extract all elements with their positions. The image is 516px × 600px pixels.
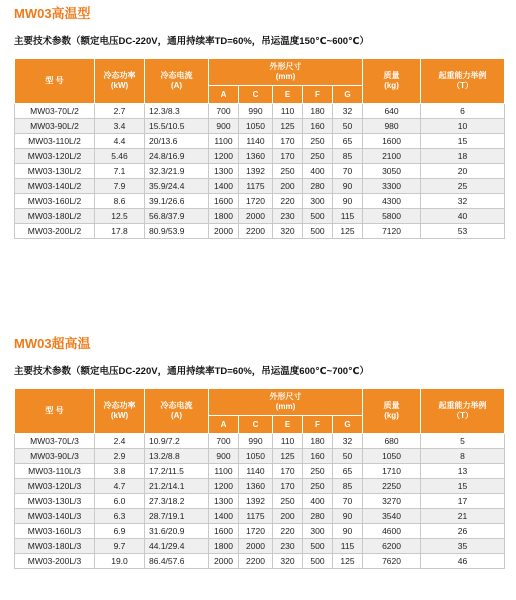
- table-cell: 70: [333, 494, 363, 509]
- table-cell: 90: [333, 509, 363, 524]
- table-cell: 20/13.6: [145, 134, 209, 149]
- col-header-model: 型 号: [15, 389, 95, 434]
- model-cell: MW03-180L/3: [15, 539, 95, 554]
- model-cell: MW03-70L/3: [15, 434, 95, 449]
- table-cell: 27.3/18.2: [145, 494, 209, 509]
- table-cell: 115: [333, 539, 363, 554]
- col-header-g: G: [333, 86, 363, 104]
- table-cell: 32.3/21.9: [145, 164, 209, 179]
- table-cell: 3270: [363, 494, 421, 509]
- table-cell: 1800: [209, 209, 239, 224]
- table-cell: 500: [303, 209, 333, 224]
- table-cell: 32: [333, 434, 363, 449]
- table-cell: 7.9: [95, 179, 145, 194]
- table-row: [15, 479, 505, 494]
- table-cell: 65: [333, 134, 363, 149]
- table-cell: 20: [421, 164, 505, 179]
- table-cell: 200: [273, 179, 303, 194]
- table-cell: 2000: [209, 224, 239, 239]
- col-header-a: A: [209, 416, 239, 434]
- table-cell: 85: [333, 479, 363, 494]
- table-cell: 13.2/8.8: [145, 449, 209, 464]
- table-cell: 3540: [363, 509, 421, 524]
- table-cell: 1392: [239, 164, 273, 179]
- model-cell: MW03-140L/2: [15, 179, 95, 194]
- col-header-lifting: 起重能力举例 （T）: [421, 389, 505, 434]
- table-cell: 17: [421, 494, 505, 509]
- col-header-dimensions: 外形尺寸 (mm): [209, 59, 363, 86]
- model-cell: MW03-70L/2: [15, 104, 95, 119]
- table-cell: 24.8/16.9: [145, 149, 209, 164]
- table-cell: 900: [209, 449, 239, 464]
- table-cell: 1360: [239, 479, 273, 494]
- table-cell: 3.4: [95, 119, 145, 134]
- table-row: [15, 179, 505, 194]
- table-row: [15, 119, 505, 134]
- table-cell: 53: [421, 224, 505, 239]
- table-cell: 680: [363, 434, 421, 449]
- table-cell: 3.8: [95, 464, 145, 479]
- table-row: [15, 464, 505, 479]
- col-header-e: E: [273, 416, 303, 434]
- table-cell: 220: [273, 194, 303, 209]
- table-cell: 2250: [363, 479, 421, 494]
- table-cell: 500: [303, 224, 333, 239]
- table-cell: 300: [303, 524, 333, 539]
- table-row: [15, 164, 505, 179]
- model-cell: MW03-120L/2: [15, 149, 95, 164]
- table-row: [15, 104, 505, 119]
- table-cell: 200: [273, 509, 303, 524]
- table-row: [15, 134, 505, 149]
- table-cell: 86.4/57.6: [145, 554, 209, 569]
- table-cell: 170: [273, 134, 303, 149]
- table-cell: 2200: [239, 554, 273, 569]
- table-cell: 6: [421, 104, 505, 119]
- table-row: [15, 539, 505, 554]
- table-cell: 25: [421, 179, 505, 194]
- table-cell: 32: [333, 104, 363, 119]
- col-header-cold-power: 冷态功率 (kW): [95, 389, 145, 434]
- col-header-e: E: [273, 86, 303, 104]
- col-header-cold-current: 冷态电流 (A): [145, 59, 209, 104]
- table-row: [15, 209, 505, 224]
- table-cell: 40: [421, 209, 505, 224]
- table-cell: 115: [333, 209, 363, 224]
- model-cell: MW03-90L/3: [15, 449, 95, 464]
- table-cell: 9.7: [95, 539, 145, 554]
- table-cell: 21.2/14.1: [145, 479, 209, 494]
- table-cell: 990: [239, 104, 273, 119]
- table-cell: 26: [421, 524, 505, 539]
- table-cell: 160: [303, 449, 333, 464]
- table-cell: 1175: [239, 509, 273, 524]
- table-cell: 990: [239, 434, 273, 449]
- table-cell: 13: [421, 464, 505, 479]
- table-cell: 21: [421, 509, 505, 524]
- spec-table: [14, 58, 505, 239]
- table-cell: 170: [273, 479, 303, 494]
- table-cell: 1400: [209, 509, 239, 524]
- table-cell: 1710: [363, 464, 421, 479]
- table-cell: 31.6/20.9: [145, 524, 209, 539]
- section-title: MW03高温型: [14, 6, 91, 21]
- model-cell: MW03-160L/3: [15, 524, 95, 539]
- col-header-lifting: 起重能力举例 （T）: [421, 59, 505, 104]
- table-cell: 1600: [209, 524, 239, 539]
- table-cell: 1050: [239, 119, 273, 134]
- table-cell: 85: [333, 149, 363, 164]
- table-cell: 2.7: [95, 104, 145, 119]
- table-cell: 1600: [209, 194, 239, 209]
- table-cell: 5.46: [95, 149, 145, 164]
- table-cell: 125: [333, 554, 363, 569]
- col-header-g: G: [333, 416, 363, 434]
- table-cell: 10: [421, 119, 505, 134]
- table-cell: 1050: [363, 449, 421, 464]
- table-cell: 15: [421, 134, 505, 149]
- table-cell: 1400: [209, 179, 239, 194]
- table-cell: 32: [421, 194, 505, 209]
- table-cell: 1300: [209, 164, 239, 179]
- table-cell: 320: [273, 554, 303, 569]
- table-cell: 1720: [239, 194, 273, 209]
- table-row: [15, 554, 505, 569]
- table-cell: 5800: [363, 209, 421, 224]
- table-cell: 1100: [209, 464, 239, 479]
- table-cell: 12.5: [95, 209, 145, 224]
- table-cell: 280: [303, 179, 333, 194]
- section-subtitle: 主要技术参数（额定电压DC-220V，通用持续率TD=60%，吊运温度600℃~700℃）: [14, 366, 370, 377]
- table-cell: 50: [333, 119, 363, 134]
- table-cell: 70: [333, 164, 363, 179]
- table-row: [15, 224, 505, 239]
- model-cell: MW03-110L/2: [15, 134, 95, 149]
- col-header-cold-current: 冷态电流 (A): [145, 389, 209, 434]
- table-cell: 8: [421, 449, 505, 464]
- table-cell: 18: [421, 149, 505, 164]
- table-cell: 56.8/37.9: [145, 209, 209, 224]
- model-cell: MW03-90L/2: [15, 119, 95, 134]
- table-cell: 170: [273, 464, 303, 479]
- table-cell: 80.9/53.9: [145, 224, 209, 239]
- table-cell: 2.9: [95, 449, 145, 464]
- col-header-f: F: [303, 416, 333, 434]
- table-cell: 5: [421, 434, 505, 449]
- table-row: [15, 524, 505, 539]
- table-row: [15, 509, 505, 524]
- table-row: [15, 149, 505, 164]
- col-header-c: C: [239, 416, 273, 434]
- table-cell: 17.2/11.5: [145, 464, 209, 479]
- model-cell: MW03-120L/3: [15, 479, 95, 494]
- table-cell: 2000: [209, 554, 239, 569]
- table-cell: 90: [333, 524, 363, 539]
- table-cell: 1600: [363, 134, 421, 149]
- table-cell: 7.1: [95, 164, 145, 179]
- model-cell: MW03-200L/2: [15, 224, 95, 239]
- table-cell: 44.1/29.4: [145, 539, 209, 554]
- table-cell: 160: [303, 119, 333, 134]
- table-cell: 280: [303, 509, 333, 524]
- table-row: [15, 449, 505, 464]
- section-subtitle: 主要技术参数（额定电压DC-220V，通用持续率TD=60%，吊运温度150℃~600℃）: [14, 36, 370, 47]
- table-cell: 900: [209, 119, 239, 134]
- table-cell: 125: [273, 119, 303, 134]
- table-cell: 6200: [363, 539, 421, 554]
- table-cell: 1175: [239, 179, 273, 194]
- table-cell: 46: [421, 554, 505, 569]
- table-cell: 110: [273, 434, 303, 449]
- table-cell: 980: [363, 119, 421, 134]
- section-title: MW03超高温: [14, 336, 91, 351]
- table-row: [15, 434, 505, 449]
- model-cell: MW03-140L/3: [15, 509, 95, 524]
- col-header-model: 型 号: [15, 59, 95, 104]
- table-cell: 180: [303, 434, 333, 449]
- table-cell: 15.5/10.5: [145, 119, 209, 134]
- col-header-cold-power: 冷态功率 (kW): [95, 59, 145, 104]
- table-cell: 250: [273, 164, 303, 179]
- table-cell: 1392: [239, 494, 273, 509]
- table-cell: 35: [421, 539, 505, 554]
- table-cell: 6.9: [95, 524, 145, 539]
- col-header-f: F: [303, 86, 333, 104]
- model-cell: MW03-180L/2: [15, 209, 95, 224]
- table-cell: 50: [333, 449, 363, 464]
- table-cell: 300: [303, 194, 333, 209]
- table-cell: 4300: [363, 194, 421, 209]
- table-cell: 250: [303, 134, 333, 149]
- table-cell: 4600: [363, 524, 421, 539]
- table-cell: 400: [303, 494, 333, 509]
- table-cell: 2200: [239, 224, 273, 239]
- table-cell: 1360: [239, 149, 273, 164]
- table-cell: 250: [303, 479, 333, 494]
- table-cell: 10.9/7.2: [145, 434, 209, 449]
- table-cell: 700: [209, 104, 239, 119]
- table-cell: 230: [273, 539, 303, 554]
- table-cell: 700: [209, 434, 239, 449]
- model-cell: MW03-160L/2: [15, 194, 95, 209]
- col-header-c: C: [239, 86, 273, 104]
- table-cell: 320: [273, 224, 303, 239]
- table-cell: 500: [303, 539, 333, 554]
- model-cell: MW03-130L/2: [15, 164, 95, 179]
- table-cell: 15: [421, 479, 505, 494]
- model-cell: MW03-130L/3: [15, 494, 95, 509]
- table-cell: 39.1/26.6: [145, 194, 209, 209]
- table-cell: 500: [303, 554, 333, 569]
- table-row: [15, 494, 505, 509]
- table-cell: 125: [333, 224, 363, 239]
- table-cell: 1140: [239, 134, 273, 149]
- table-cell: 1800: [209, 539, 239, 554]
- table-cell: 2100: [363, 149, 421, 164]
- table-cell: 110: [273, 104, 303, 119]
- table-row: [15, 194, 505, 209]
- table-cell: 3300: [363, 179, 421, 194]
- table-cell: 4.7: [95, 479, 145, 494]
- model-cell: MW03-200L/3: [15, 554, 95, 569]
- table-cell: 125: [273, 449, 303, 464]
- section-high-temp: [14, 6, 504, 239]
- table-cell: 4.4: [95, 134, 145, 149]
- table-cell: 1200: [209, 479, 239, 494]
- table-cell: 2000: [239, 209, 273, 224]
- table-cell: 180: [303, 104, 333, 119]
- table-cell: 250: [303, 149, 333, 164]
- col-header-weight: 质量 (kg): [363, 59, 421, 104]
- table-cell: 1720: [239, 524, 273, 539]
- section-ultra-high-temp: [14, 336, 504, 569]
- table-cell: 6.3: [95, 509, 145, 524]
- model-cell: MW03-110L/3: [15, 464, 95, 479]
- table-cell: 28.7/19.1: [145, 509, 209, 524]
- col-header-dimensions: 外形尺寸 (mm): [209, 389, 363, 416]
- table-cell: 12.3/8.3: [145, 104, 209, 119]
- table-cell: 2.4: [95, 434, 145, 449]
- spec-table: [14, 388, 505, 569]
- table-cell: 7620: [363, 554, 421, 569]
- table-cell: 7120: [363, 224, 421, 239]
- table-cell: 6.0: [95, 494, 145, 509]
- table-cell: 3050: [363, 164, 421, 179]
- table-cell: 230: [273, 209, 303, 224]
- table-cell: 1140: [239, 464, 273, 479]
- table-cell: 1300: [209, 494, 239, 509]
- table-cell: 1050: [239, 449, 273, 464]
- table-cell: 220: [273, 524, 303, 539]
- col-header-weight: 质量 (kg): [363, 389, 421, 434]
- table-cell: 640: [363, 104, 421, 119]
- table-cell: 65: [333, 464, 363, 479]
- table-cell: 90: [333, 194, 363, 209]
- table-cell: 19.0: [95, 554, 145, 569]
- table-cell: 17.8: [95, 224, 145, 239]
- table-cell: 400: [303, 164, 333, 179]
- table-cell: 1200: [209, 149, 239, 164]
- table-cell: 8.6: [95, 194, 145, 209]
- table-cell: 2000: [239, 539, 273, 554]
- table-cell: 1100: [209, 134, 239, 149]
- table-cell: 170: [273, 149, 303, 164]
- table-cell: 90: [333, 179, 363, 194]
- table-cell: 250: [273, 494, 303, 509]
- table-cell: 35.9/24.4: [145, 179, 209, 194]
- table-cell: 250: [303, 464, 333, 479]
- col-header-a: A: [209, 86, 239, 104]
